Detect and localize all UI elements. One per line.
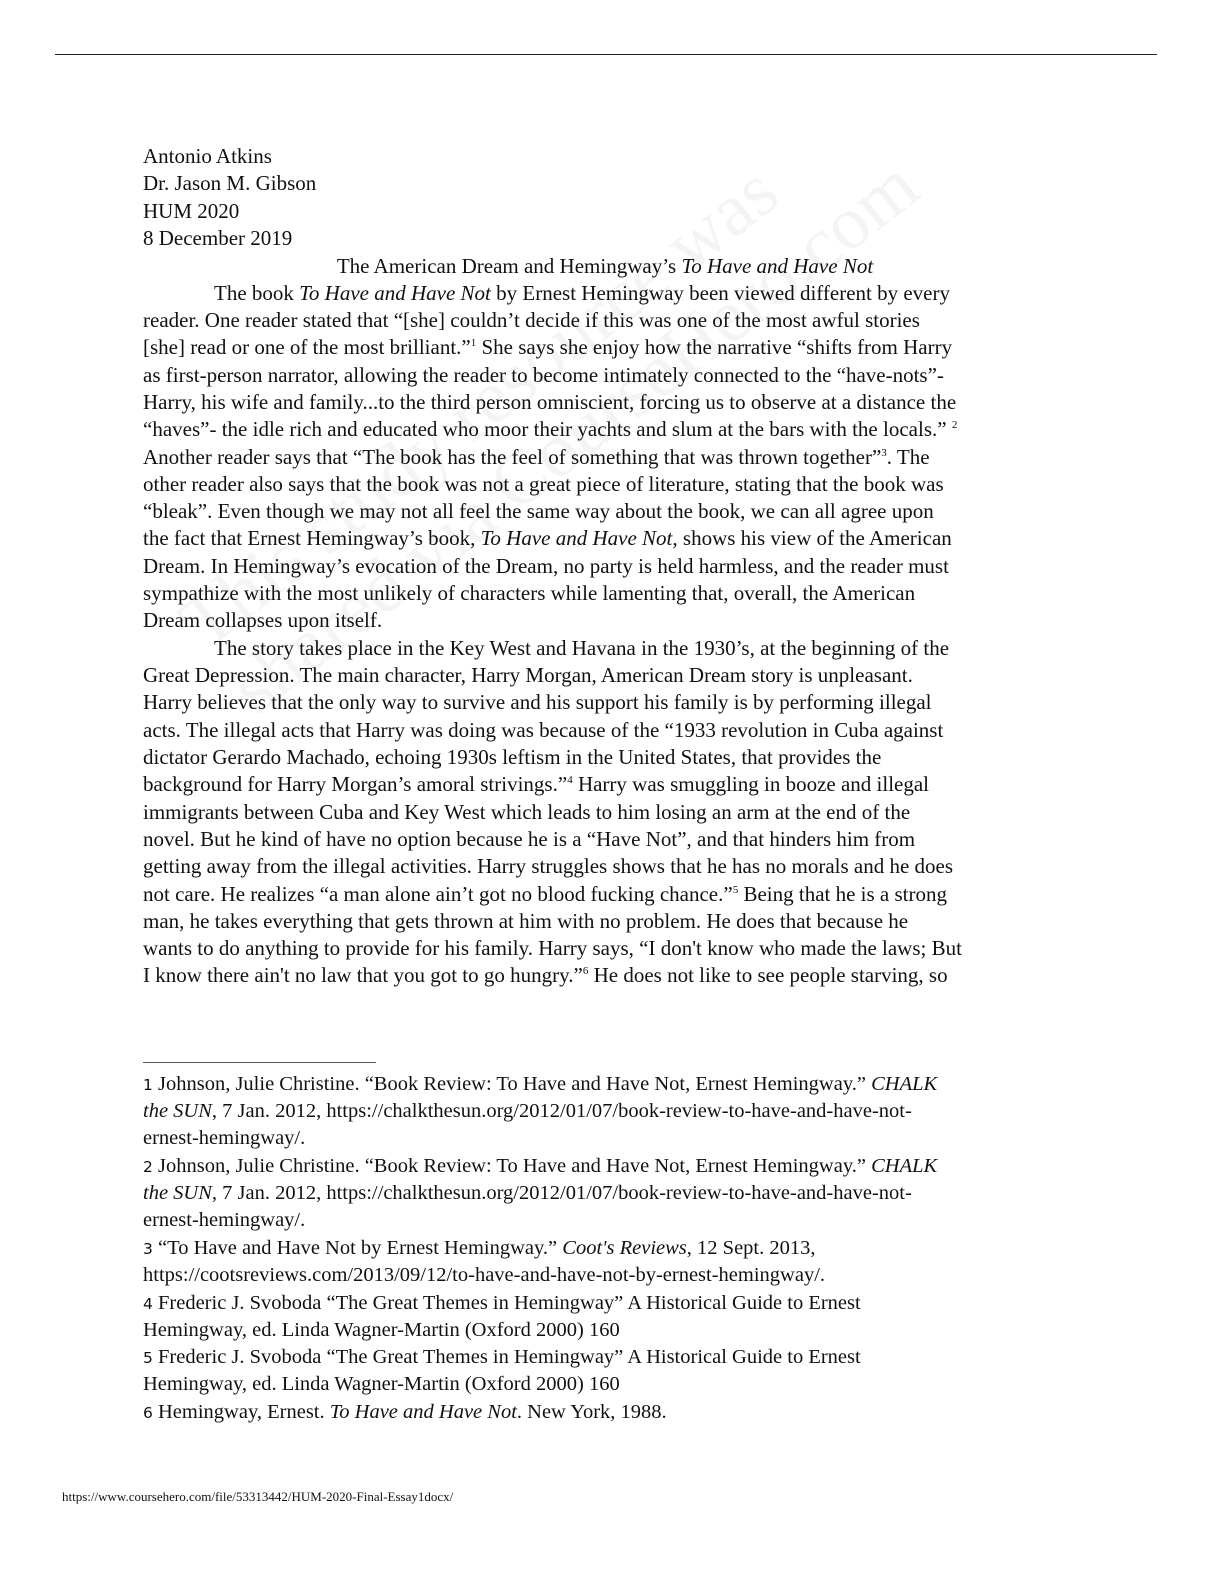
footnote-5-cont: Hemingway, ed. Linda Wagner-Martin (Oxford 2000) 160 [143,1373,620,1395]
footnote-4-cont: Hemingway, ed. Linda Wagner-Martin (Oxford 2000) 160 [143,1319,620,1341]
footnote-3: 3 “To Have and Have Not by Ernest Hemingway.” Coot's Reviews, 12 Sept. 2013, [143,1237,816,1259]
footnote-ref: 1 [470,337,477,349]
body-line: getting away from the illegal activities. Harry struggles shows that he has no morals and he does [143,854,954,878]
footnote-1: 1 Johnson, Julie Christine. “Book Review: To Have and Have Not, Ernest Hemingway.” CHALK [143,1073,938,1095]
footnote-2: 2 Johnson, Julie Christine. “Book Review: To Have and Have Not, Ernest Hemingway.” CHALK [143,1155,938,1177]
footnote-ref: 6 [582,965,589,977]
body-line: I know there ain't no law that you got to go hungry.”$^6$ He does not like to see people starving, so [143,963,948,987]
body-line: other reader also says that the book was not a great piece of literature, stating that the book was [143,472,944,496]
body-line: as first-person narrator, allowing the reader to become intimately connected to the “have-nots”- [143,363,944,387]
body-line: man, he takes everything that gets thrown at him with no problem. He does that because he [143,909,909,933]
body-line: Harry, his wife and family...to the third person omniscient, forcing us to observe at a distance the [143,390,957,414]
body-line: wants to do anything to provide for his family. Harry says, “I don't know who made the laws; But [143,936,962,960]
body-line: The story takes place in the Key West and Havana in the 1930’s, at the beginning of the [214,636,950,660]
footnote-ref: 2 [951,419,958,431]
footnote-1-cont: the SUN, 7 Jan. 2012, https://chalkthesun.org/2012/01/07/book-review-to-have-and-have-not- [143,1100,912,1122]
body-line: [she] read or one of the most brilliant.”$^1$ She says she enjoy how the narrative “shifts from Harry [143,335,953,359]
footnote-6: 6 Hemingway, Ernest. To Have and Have Not. New York, 1988. [143,1401,667,1423]
body-line: sympathize with the most unlikely of characters while lamenting that, overall, the American [143,581,916,605]
title-prefix: The American Dream and Hemingway’s [336,254,682,278]
body-line: The book To Have and Have Not by Ernest Hemingway been viewed different by every [214,281,950,305]
essay-title [143,253,1067,280]
footnote-separator [143,1062,376,1063]
body-line: “haves”- the idle rich and educated who moor their yachts and slum at the bars with the locals.” $^2$ [143,417,958,441]
source-url: https://www.coursehero.com/file/53313442/HUM-2020-Final-Essay1docx/ [62,1489,454,1504]
footnote-ref: 3 [881,447,887,459]
body-line: reader. One reader stated that “[she] couldn’t decide if this was one of the most awful stories [143,308,920,332]
author-name: Antonio Atkins [143,144,272,168]
body-line: Another reader says that “The book has the feel of something that was thrown together”$^3$. The [143,445,930,469]
body-line: “bleak”. Even though we may not all feel the same way about the book, we can all agree upon [143,499,934,523]
footnote-2-cont: ernest-hemingway/. [143,1209,306,1231]
essay-date: 8 December 2019 [143,226,293,250]
body-line: Harry believes that the only way to survive and his support his family is by performing illegal [143,690,932,714]
body-line: Dream collapses upon itself. [143,608,383,632]
body-line: Dream. In Hemingway’s evocation of the Dream, no party is held harmless, and the reader must [143,554,949,578]
instructor-name: Dr. Jason M. Gibson [143,171,317,195]
footnote-ref: 4 [567,774,573,786]
footnote-3-cont: https://cootsreviews.com/2013/09/12/to-have-and-have-not-by-ernest-hemingway/. [143,1264,826,1286]
footnote-4: 4 Frederic J. Svoboda “The Great Themes in Hemingway” A Historical Guide to Ernest [143,1292,861,1314]
body-line: immigrants between Cuba and Key West which leads to him losing an arm at the end of the [143,800,911,824]
footnote-1-cont: ernest-hemingway/. [143,1127,306,1149]
course-code: HUM 2020 [143,199,240,223]
body-line: the fact that Ernest Hemingway’s book, To Have and Have Not, shows his view of the American [143,526,952,550]
body-line: not care. He realizes “a man alone ain’t got no blood fucking chance.”$^5$ Being that he is a strong [143,882,948,906]
footnote-ref: 5 [732,884,739,896]
top-rule [55,54,1157,55]
title-book: To Have and Have Not [681,254,874,278]
body-line: background for Harry Morgan’s amoral strivings.”$^4$ Harry was smuggling in booze and illegal [143,772,930,796]
footnote-2-cont: the SUN, 7 Jan. 2012, https://chalkthesun.org/2012/01/07/book-review-to-have-and-have-not- [143,1182,912,1204]
body-line: acts. The illegal acts that Harry was doing was because of the “1933 revolution in Cuba against [143,718,944,742]
body-line: Great Depression. The main character, Harry Morgan, American Dream story is unpleasant. [143,663,913,687]
footnote-5: 5 Frederic J. Svoboda “The Great Themes in Hemingway” A Historical Guide to Ernest [143,1346,861,1368]
body-line: novel. But he kind of have no option because he is a “Have Not”, and that hinders him from [143,827,916,851]
body-line: dictator Gerardo Machado, echoing 1930s leftism in the United States, that provides the [143,745,882,769]
